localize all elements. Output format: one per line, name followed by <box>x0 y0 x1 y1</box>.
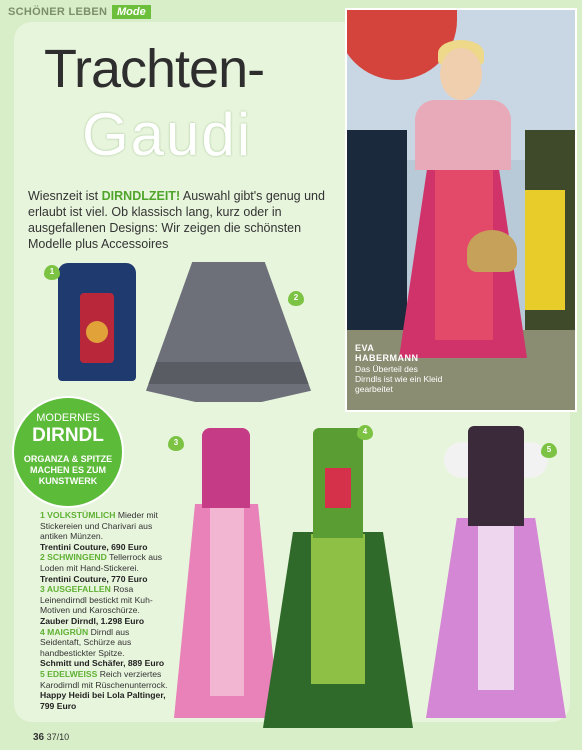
modern-dirndl-badge <box>12 396 124 508</box>
product-5-dirndl <box>426 418 566 718</box>
badge-line-2: DIRNDL <box>32 425 104 446</box>
list-item <box>40 510 168 552</box>
badge-line-3: ORGANZA & SPITZE MACHEN ES ZUM KUNSTWERK <box>23 454 113 486</box>
item-text: Rosa Leinendirndl bestickt mit Kuh-Motiven und Karoschürze. <box>40 584 153 616</box>
marker-5: 5 <box>541 443 557 458</box>
page-footer <box>33 732 69 743</box>
photo-person-name <box>355 343 419 363</box>
product-4-dirndl <box>263 428 413 728</box>
page-number: 36 <box>33 732 45 743</box>
list-item <box>40 627 168 669</box>
intro-highlight: DIRNDLZEIT! <box>101 189 181 203</box>
photo-caption: Das Überteil des Dirndls ist wie ein Kleid gearbeitet <box>355 364 443 394</box>
list-item <box>40 584 168 626</box>
issue-number: 37/10 <box>46 732 70 742</box>
intro-text <box>28 188 338 252</box>
item-brand: Trentini Couture, 770 Euro <box>40 573 148 584</box>
photo-name-line-1: EVA <box>355 343 375 353</box>
headline-line-2: Gaudi <box>82 101 253 168</box>
item-text: Reich verziertes Karodirndl mit Rüschenunterrock. <box>40 668 168 690</box>
item-title: 5 EDELWEISS <box>40 668 98 679</box>
item-brand: Schmitt und Schäfer, 889 Euro <box>40 658 165 669</box>
category-tag: Mode <box>112 5 151 19</box>
item-brand: Zauber Dirndl, 1.298 Euro <box>40 615 145 626</box>
item-title: 4 MAIGRÜN <box>40 626 89 637</box>
product-list <box>40 510 168 711</box>
item-brand: Trentini Couture, 690 Euro <box>40 541 148 552</box>
item-title: 1 VOLKSTÜMLICH <box>40 510 116 520</box>
product-1-vest <box>58 263 136 381</box>
item-text: Mieder mit Stickereien und Charivari aus antiken Münzen. <box>40 510 158 542</box>
item-brand: Happy Heidi bei Lola Paltinger, 799 Euro <box>40 690 166 711</box>
marker-2: 2 <box>288 291 304 306</box>
headline-line-1: Trachten- <box>44 39 265 99</box>
marker-3: 3 <box>168 436 184 451</box>
intro-after: Auswahl gibt's genug und erlaubt ist viel. Ob klassisch lang, kurz oder in ausgefallenen Designs: Wir zeigen die schönsten Modelle plus Accessoires <box>28 189 325 251</box>
item-title: 2 SCHWINGEND <box>40 552 107 563</box>
item-title: 3 AUSGEFALLEN <box>40 584 111 595</box>
marker-1: 1 <box>44 265 60 280</box>
item-text: Dirndl aus Seidentaft, Schürze aus handbestickter Spitze. <box>40 626 132 658</box>
list-item <box>40 669 168 711</box>
photo-name-line-2: HABERMANN <box>355 353 419 363</box>
item-text: Tellerrock aus Loden mit Hand-Stickerei. <box>40 552 163 573</box>
list-item <box>40 552 168 584</box>
section-label: SCHÖNER LEBEN <box>8 6 108 18</box>
badge-line-1: MODERNES <box>36 412 100 424</box>
marker-4: 4 <box>357 425 373 440</box>
intro-before: Wiesnzeit ist <box>28 189 102 203</box>
